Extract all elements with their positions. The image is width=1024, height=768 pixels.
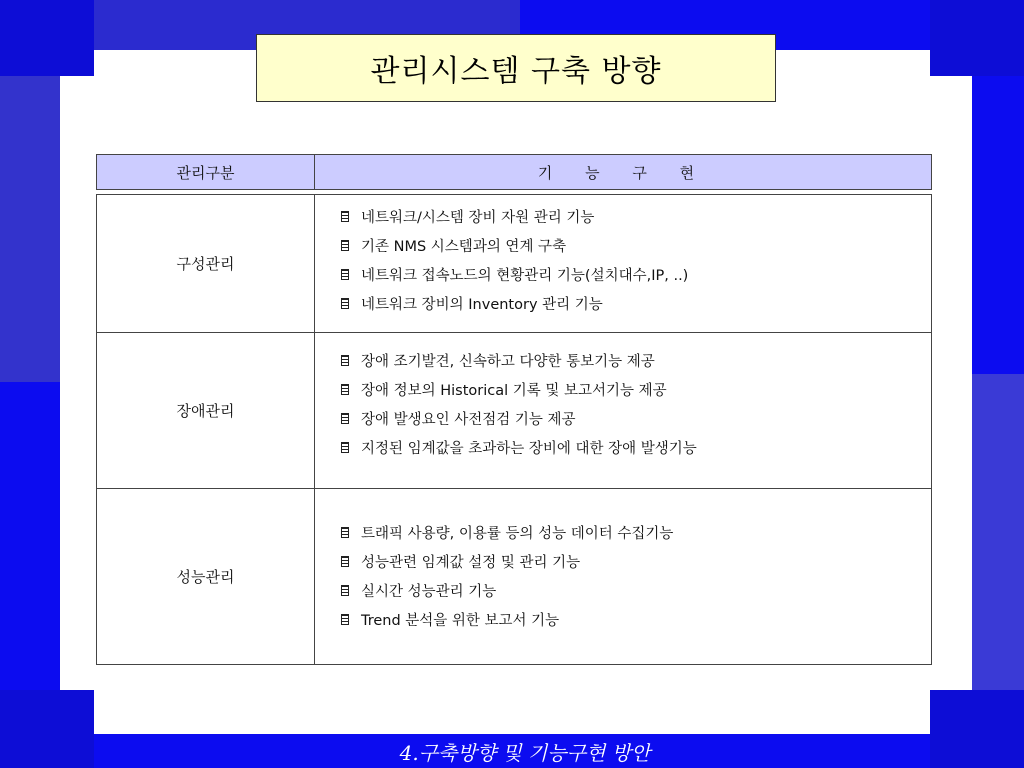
- bullet-icon: [341, 355, 349, 366]
- bullet-icon: [341, 211, 349, 222]
- bullet-icon: [341, 413, 349, 424]
- bullet-icon: [341, 298, 349, 309]
- list-item: [341, 605, 673, 634]
- list-item-text: 실시간 성능관리 기능: [361, 584, 497, 600]
- header-function: 기 능 구 현: [537, 164, 709, 182]
- bullet-icon: [341, 384, 349, 395]
- list-item: [341, 404, 697, 433]
- table-column-divider: [314, 195, 315, 664]
- border-block-top-left: [0, 0, 94, 76]
- border-block-right-upper: [972, 76, 1024, 374]
- bullet-icon: [341, 527, 349, 538]
- list-item: [341, 346, 697, 375]
- list-item-text: 네트워크 접속노드의 현황관리 기능(설치대수,IP, ..): [361, 268, 689, 284]
- list-item: [341, 202, 688, 231]
- row-category-fault: 장애관리: [176, 401, 235, 420]
- list-item-text: 트래픽 사용량, 이용률 등의 성능 데이터 수집기능: [361, 526, 674, 542]
- list-item: [341, 260, 688, 289]
- bullet-icon: [341, 269, 349, 280]
- list-item: [341, 289, 688, 318]
- border-block-right-lower: [972, 374, 1024, 690]
- list-item-text: 장애 정보의 Historical 기록 및 보고서기능 제공: [361, 383, 667, 399]
- page-title: 관리시스템 구축 방향: [256, 34, 776, 102]
- list-item-text: 장애 발생요인 사전점검 기능 제공: [361, 412, 576, 428]
- bullet-icon: [341, 556, 349, 567]
- list-item: [341, 231, 688, 260]
- row-items-performance: [341, 518, 673, 634]
- list-item: [341, 576, 673, 605]
- border-block-bottom-right: [930, 690, 1024, 768]
- bullet-icon: [341, 614, 349, 625]
- header-category: 관리구분: [176, 163, 235, 182]
- row-category-configuration: 구성관리: [176, 255, 235, 273]
- footer-section-label: 4.구축방향 및 기능구현 방안: [399, 740, 651, 765]
- list-item-text: 장애 조기발견, 신속하고 다양한 통보기능 제공: [361, 354, 655, 370]
- bullet-icon: [341, 442, 349, 453]
- border-block-top-right: [930, 0, 1024, 76]
- list-item-text: 네트워크/시스템 장비 자원 관리 기능: [361, 210, 595, 226]
- row-items-fault: [341, 346, 697, 462]
- border-block-bottom-left: [0, 690, 94, 768]
- row-items-configuration: [341, 202, 688, 318]
- list-item: [341, 518, 673, 547]
- list-item-text: 네트워크 장비의 Inventory 관리 기능: [361, 297, 603, 313]
- list-item-text: 지정된 임계값을 초과하는 장비에 대한 장애 발생기능: [361, 441, 697, 457]
- list-item: [341, 433, 697, 462]
- border-block-left-upper: [0, 76, 60, 382]
- list-item-text: 기존 NMS 시스템과의 연계 구축: [361, 239, 567, 255]
- function-table: [96, 194, 932, 665]
- bullet-icon: [341, 585, 349, 596]
- border-block-left-lower: [0, 382, 60, 690]
- list-item: [341, 547, 673, 576]
- list-item-text: 성능관련 임계값 설정 및 관리 기능: [361, 555, 581, 571]
- list-item-text: Trend 분석을 위한 보고서 기능: [361, 613, 560, 629]
- row-category-performance: 성능관리: [176, 567, 235, 586]
- bullet-icon: [341, 240, 349, 251]
- list-item: [341, 375, 697, 404]
- table-header: [96, 154, 932, 190]
